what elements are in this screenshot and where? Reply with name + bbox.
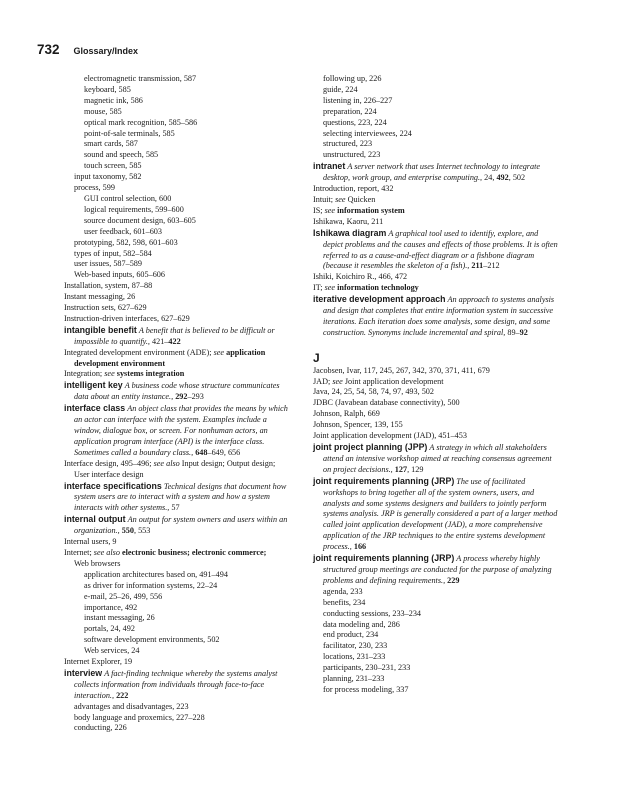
glossary-definition: A fact-finding technique whereby the systems analyst collects information from individuals through face-to-face interaction., xyxy=(74,668,278,700)
index-subentry: Web-based inputs, 605–606 xyxy=(74,270,165,280)
cross-reference: systems integration xyxy=(116,369,185,379)
index-text: Interface design, 495–496; xyxy=(64,458,154,468)
glossary-definition: A benefit that is believed to be difficult or impossible to quantify., xyxy=(74,325,275,346)
see-reference: see xyxy=(104,369,117,379)
glossary-term: interface specifications xyxy=(64,480,162,491)
glossary-definition: A business code whose structure communicates data about an entity instance., xyxy=(74,381,280,402)
index-subentry: portals, 24, 492 xyxy=(84,624,135,634)
index-subentry: as driver for information systems, 22–24 xyxy=(84,580,218,590)
glossary-definition: A strategy in which all stakeholders attend an intensive workshop aimed at reaching consensus agreement on project decisions., xyxy=(323,443,552,474)
index-subentry: unstructured, 223 xyxy=(323,150,381,160)
glossary-entry xyxy=(313,442,558,476)
index-subentry: agenda, 233 xyxy=(323,586,363,596)
index-entry: JDBC (Javabean database connectivity), 500 xyxy=(313,398,460,408)
page-header xyxy=(37,42,138,57)
glossary-definition: A graphical tool used to identify, explore, and depict problems and the causes and effects of those problems. It is often referred to as a cause-and-effect diagram or a fishbone diagram (because it resembles the skeleton of a fish)., xyxy=(323,228,558,271)
page-ref-primary: 127 xyxy=(394,464,408,474)
index-entry: Johnson, Spencer, 139, 155 xyxy=(313,420,403,430)
index-subentry: smart cards, 587 xyxy=(84,139,138,149)
index-subentry: end product, 234 xyxy=(323,630,379,640)
index-subentry: magnetic ink, 586 xyxy=(84,95,143,105)
see-reference: see xyxy=(213,347,227,357)
page-refs: , 502 xyxy=(508,173,526,183)
index-entry: Introduction, report, 432 xyxy=(313,184,394,194)
page-refs: , 129 xyxy=(407,464,424,474)
see-reference: see also xyxy=(153,458,182,468)
glossary-term: joint requirements planning (JRP) xyxy=(313,553,455,564)
index-text: Intuit; xyxy=(313,194,336,204)
index-entry xyxy=(313,206,558,217)
page-refs: –649, 656 xyxy=(207,447,241,457)
index-subentry: Web browsers xyxy=(74,558,121,568)
index-subentry: for process modeling, 337 xyxy=(323,684,409,694)
glossary-definition: The use of facilitated workshops to bring together all of the system owners, users, and analysts and some systems designers and builders to jointly perform systems analysis. JRP is generally considered a part of a larger method called joint application development (JAD), a more comprehensive application of the JRP techniques to the entire systems development process., xyxy=(323,476,558,552)
glossary-term: intranet xyxy=(313,161,346,172)
glossary-term: joint requirements planning (JRP) xyxy=(313,475,455,486)
index-entry xyxy=(64,369,292,380)
glossary-entry xyxy=(313,476,558,553)
index-text: JAD; xyxy=(313,376,333,386)
index-entry: Johnson, Ralph, 669 xyxy=(313,409,380,419)
page-ref-primary: 492 xyxy=(496,173,509,183)
index-subentry: GUI control selection, 600 xyxy=(84,193,172,203)
index-subentry: selecting interviewees, 224 xyxy=(323,128,412,138)
index-subentry: keyboard, 585 xyxy=(84,84,131,94)
glossary-definition: Technical designs that document how system users are to interact with a system and how a system interacts with other systems., xyxy=(74,481,287,513)
index-subentry: body language and proxemics, 227–228 xyxy=(74,712,205,722)
index-subentry: software development environments, 502 xyxy=(84,635,220,645)
cross-reference: Quicken xyxy=(347,194,376,204)
glossary-definition: An output for system owners and users within an organization., xyxy=(74,515,288,536)
index-subentry: structured, 223 xyxy=(323,139,373,149)
running-head: Glossary/Index xyxy=(73,46,139,56)
cross-reference: information system xyxy=(337,205,405,215)
see-reference: see xyxy=(335,194,348,204)
index-column-left xyxy=(64,74,292,734)
page-refs: 57 xyxy=(169,503,180,513)
glossary-term: Ishikawa diagram xyxy=(313,227,387,238)
page-ref-primary: 222 xyxy=(116,690,129,700)
glossary-term: internal output xyxy=(64,514,126,525)
index-subentry: conducting sessions, 233–234 xyxy=(323,608,422,618)
index-text: Integration; xyxy=(64,369,105,379)
index-text: IS; xyxy=(313,205,325,215)
page-ref-primary: 92 xyxy=(519,327,528,337)
index-subentry: input taxonomy, 582 xyxy=(74,172,142,182)
index-subentry: application architectures based on, 491–494 xyxy=(84,569,228,579)
index-subentry: electromagnetic transmission, 587 xyxy=(84,74,197,83)
index-subentry: conducting, 226 xyxy=(74,723,127,733)
page-refs: , 553 xyxy=(133,526,151,536)
index-subentry: facilitator, 230, 233 xyxy=(323,641,388,651)
cross-reference: Joint application development xyxy=(344,376,444,386)
glossary-term: iterative development approach xyxy=(313,294,446,305)
glossary-term: joint project planning (JPP) xyxy=(313,442,428,452)
glossary-entry xyxy=(313,553,558,587)
index-entry xyxy=(64,548,292,559)
glossary-entry xyxy=(64,481,292,515)
page-ref-primary: 166 xyxy=(353,542,367,552)
cross-reference: information technology xyxy=(337,283,419,293)
cross-reference: electronic business; electronic commerce; xyxy=(121,547,267,557)
index-text: Internet; xyxy=(64,547,94,557)
index-subentry: planning, 231–233 xyxy=(323,674,385,684)
glossary-term: interview xyxy=(64,667,103,678)
index-subentry: sound and speech, 585 xyxy=(84,150,159,160)
glossary-definition: An approach to systems analysis and design that completes that entire information system in successive iterations. Each iteration does some analysis, some design, and some construction. Synonyms include incremental and spiral, xyxy=(323,295,555,337)
index-subentry: following up, 226 xyxy=(323,74,382,83)
page-refs: –293 xyxy=(187,392,204,402)
index-entry: Jacobsen, Ivar, 117, 245, 267, 342, 370, 371, 411, 679 xyxy=(313,365,490,375)
glossary-term: intelligent key xyxy=(64,380,123,391)
glossary-term: intangible benefit xyxy=(64,324,137,335)
index-entry: Instant messaging, 26 xyxy=(64,292,136,302)
index-entry xyxy=(313,195,558,206)
index-subentry: questions, 223, 224 xyxy=(323,117,387,127)
index-entry: Joint application development (JAD), 451–453 xyxy=(313,431,467,441)
index-subentry: preparation, 224 xyxy=(323,106,377,116)
page-ref-primary: 292 xyxy=(175,392,188,402)
index-subentry: locations, 231–233 xyxy=(323,652,386,662)
glossary-entry xyxy=(64,668,292,702)
page-ref-primary: 648 xyxy=(195,447,208,457)
index-subentry: user issues, 587–589 xyxy=(74,259,142,269)
index-entry xyxy=(313,283,558,294)
index-entry xyxy=(64,348,292,370)
index-subentry: advantages and disadvantages, 223 xyxy=(74,701,189,711)
see-reference: see also xyxy=(93,547,122,557)
index-entry: Internal users, 9 xyxy=(64,537,117,547)
page-ref-primary: 229 xyxy=(447,575,460,585)
index-subentry: guide, 224 xyxy=(323,84,358,94)
index-subentry: benefits, 234 xyxy=(323,597,366,607)
index-entry: Instruction-driven interfaces, 627–629 xyxy=(64,313,190,323)
index-subentry: mouse, 585 xyxy=(84,106,122,116)
index-subentry: logical requirements, 599–600 xyxy=(84,204,184,214)
glossary-entry xyxy=(64,403,292,459)
glossary-entry xyxy=(64,325,292,348)
page-refs: 24, xyxy=(482,173,497,183)
index-subentry: importance, 492 xyxy=(84,602,138,612)
index-subentry: data modeling and, 286 xyxy=(323,619,400,629)
index-subentry: prototyping, 582, 598, 601–603 xyxy=(74,237,178,247)
glossary-entry xyxy=(313,161,558,184)
glossary-entry xyxy=(313,294,558,339)
page-refs: –212 xyxy=(483,261,500,271)
glossary-entry xyxy=(64,380,292,403)
index-subentry: user feedback, 601–603 xyxy=(84,226,162,236)
index-entry: Java, 24, 25, 54, 58, 74, 97, 493, 502 xyxy=(313,387,434,397)
index-entry: Instruction sets, 627–629 xyxy=(64,303,147,313)
index-subentry: participants, 230–231, 233 xyxy=(323,663,411,673)
page-number: 732 xyxy=(37,42,60,57)
index-subentry: optical mark recognition, 585–586 xyxy=(84,117,198,127)
index-entry: Ishikawa, Kaoru, 211 xyxy=(313,216,384,226)
index-entry: Ishiki, Koichiro R., 466, 472 xyxy=(313,272,408,282)
see-reference: see xyxy=(332,376,345,386)
index-subentry: source document design, 603–605 xyxy=(84,215,196,225)
index-subentry: e-mail, 25–26, 499, 556 xyxy=(84,591,163,601)
index-entry: Installation, system, 87–88 xyxy=(64,281,153,291)
index-subentry: listening in, 226–227 xyxy=(323,95,393,105)
cross-reference: application development environment xyxy=(74,347,266,368)
index-entry xyxy=(64,459,292,481)
index-subentry: touch screen, 585 xyxy=(84,161,142,171)
index-subentry: process, 599 xyxy=(74,183,115,193)
see-reference: see xyxy=(324,205,338,215)
index-subentry: instant messaging, 26 xyxy=(84,613,155,623)
see-reference: see xyxy=(324,283,338,293)
glossary-term: interface class xyxy=(64,403,126,414)
index-subentry: Web services, 24 xyxy=(84,646,140,656)
page-refs: 421– xyxy=(149,336,169,346)
glossary-definition: A process whereby highly structured group meetings are conducted for the purpose of analyzing problems and defining requirements., xyxy=(323,554,552,585)
index-entry: Internet Explorer, 19 xyxy=(64,657,133,667)
index-text: IT; xyxy=(313,283,325,293)
page-refs: 89– xyxy=(505,327,520,337)
glossary-entry xyxy=(64,514,292,537)
glossary-entry xyxy=(313,228,558,273)
index-text: Integrated development environment (ADE); xyxy=(64,347,214,357)
page-ref-primary: 550 xyxy=(121,526,134,536)
index-subentry: point-of-sale terminals, 585 xyxy=(84,128,175,138)
index-column-right xyxy=(313,74,558,696)
section-letter: J xyxy=(313,350,320,365)
glossary-definition: An object class that provides the means by which an actor can interface with the system. Examples include a window, dialogue box, or screen. For nonhuman actors, an application program interface (API) is the interface class. Sometimes called a boundary class., xyxy=(74,404,288,457)
cross-reference: Input design; Output design; User interface design xyxy=(74,458,276,479)
index-entry xyxy=(313,377,558,388)
page-ref-primary: 211 xyxy=(471,261,484,271)
glossary-definition: A server network that uses Internet technology to integrate desktop, work group, and enterprise computing., xyxy=(323,162,540,183)
page-ref-primary: 422 xyxy=(168,336,181,346)
index-subentry: types of input, 582–584 xyxy=(74,248,152,258)
